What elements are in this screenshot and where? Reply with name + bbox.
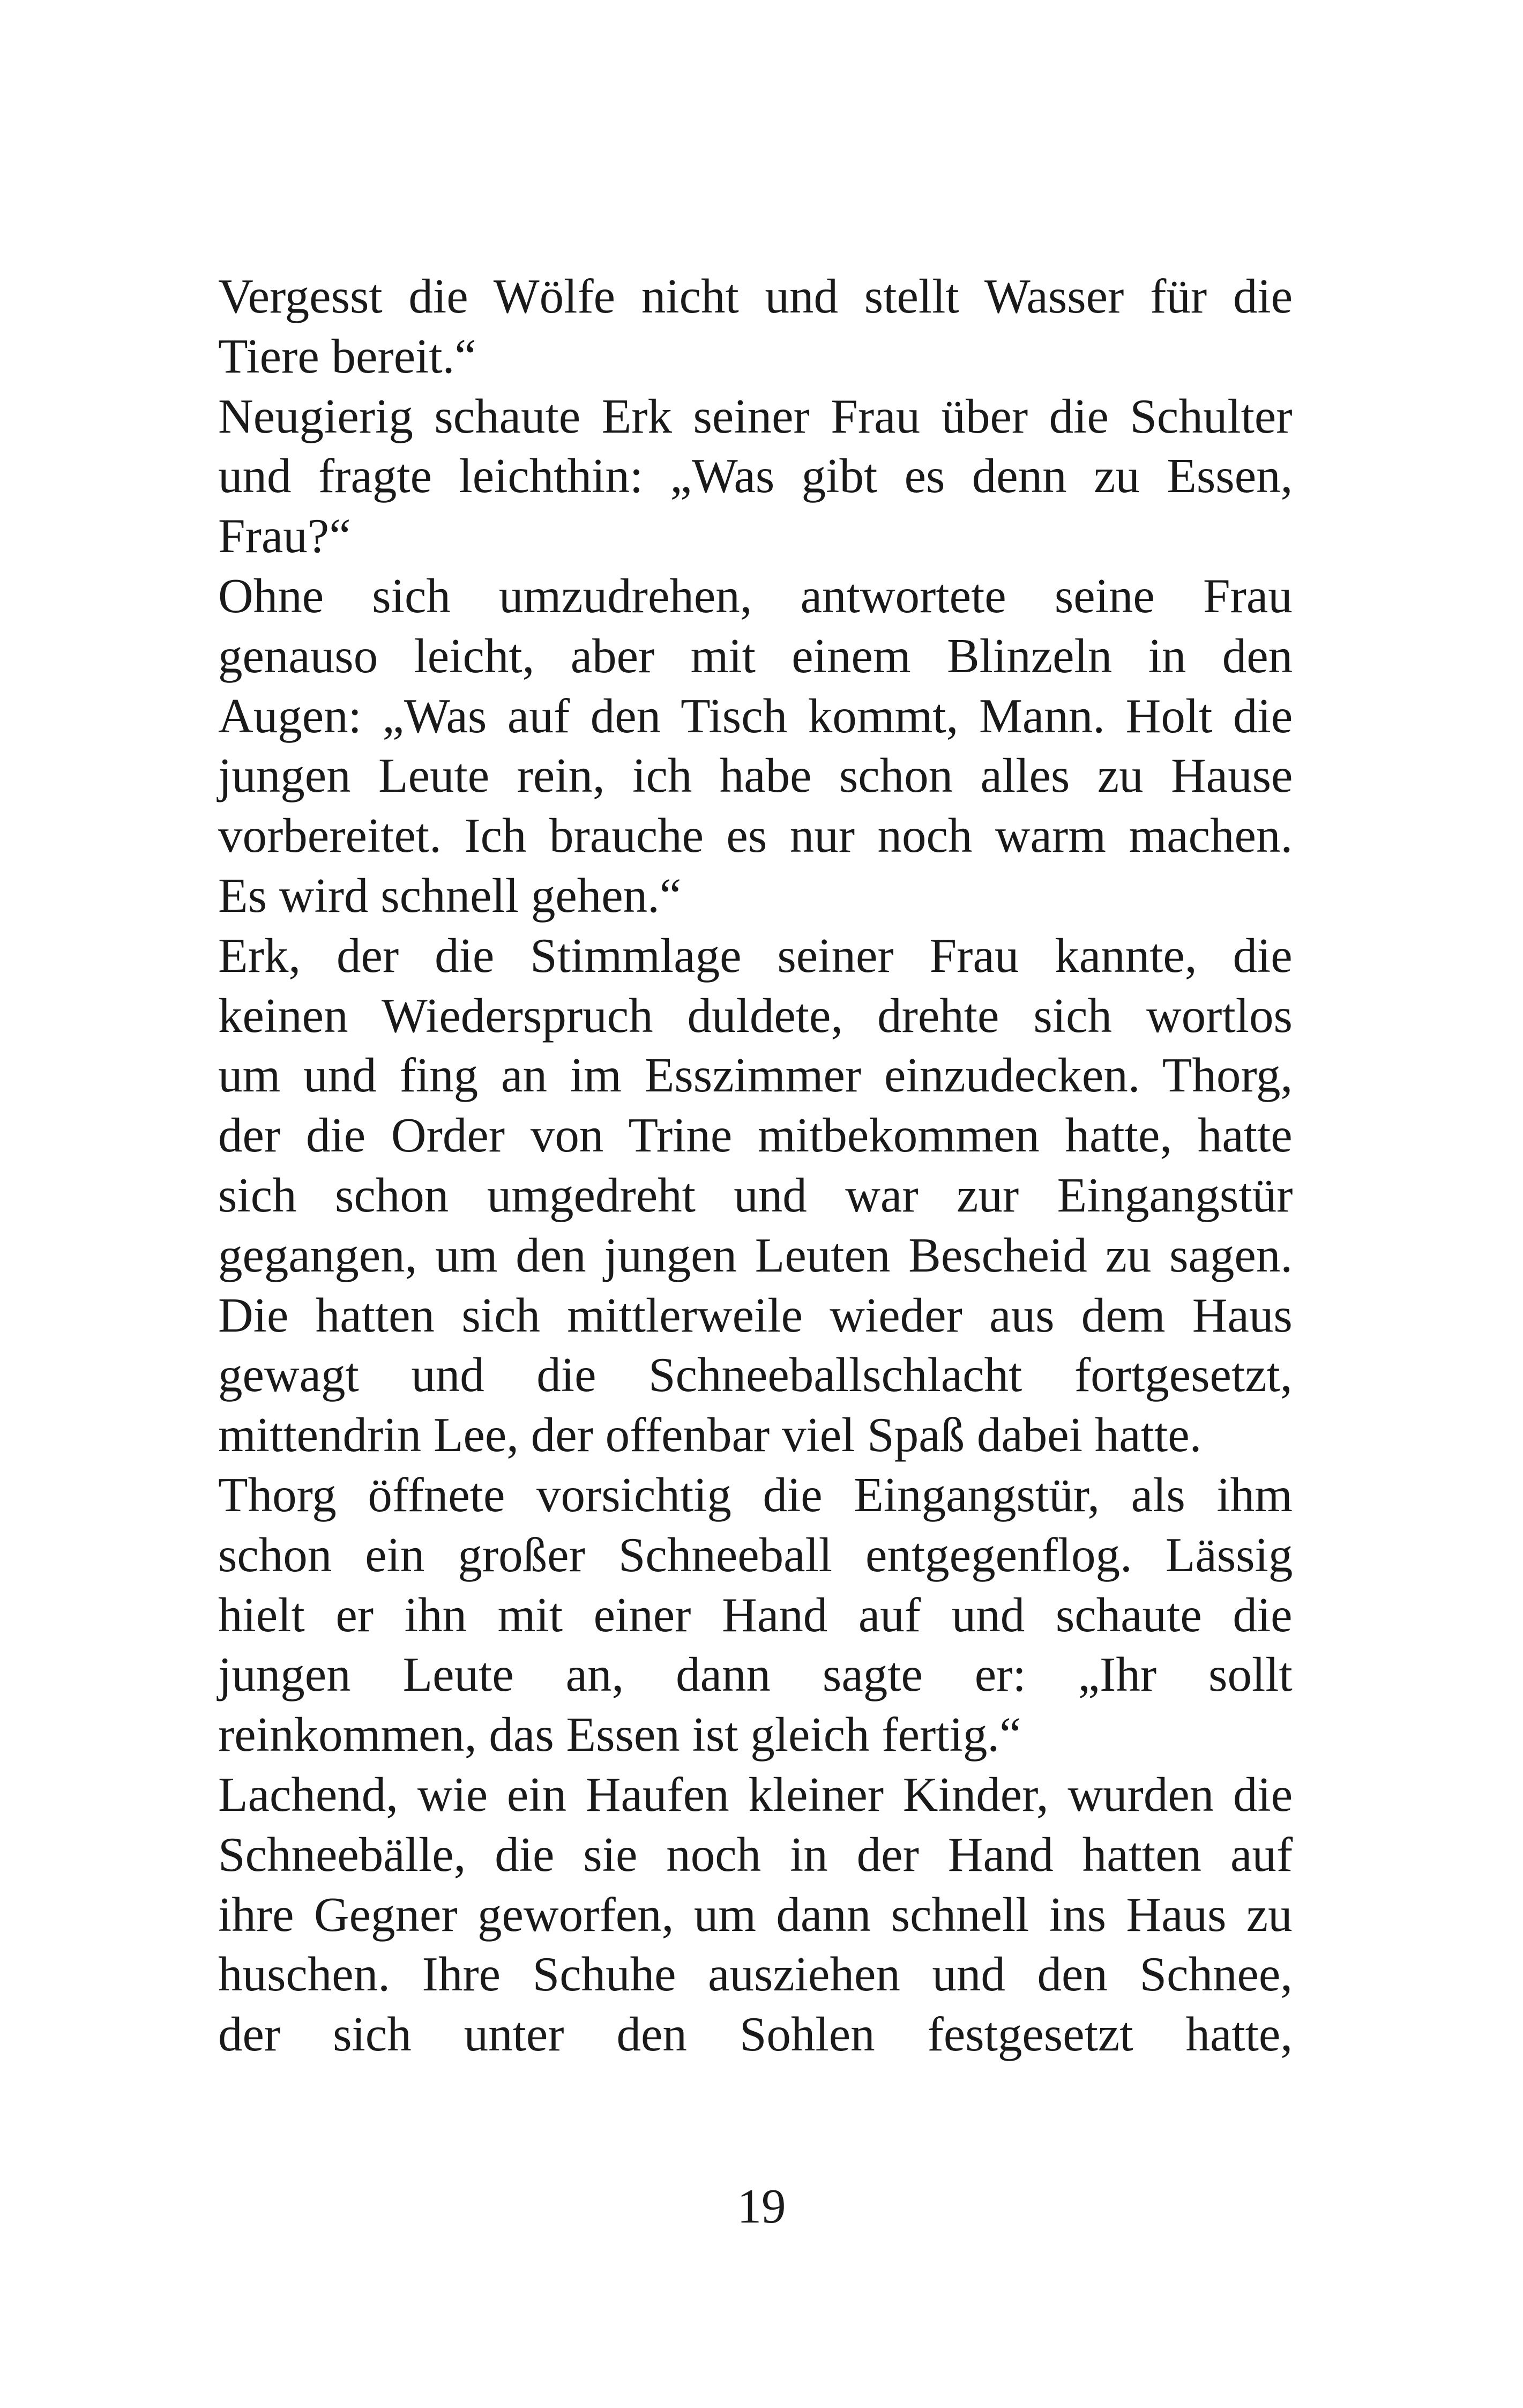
text-line: Die hatten sich mittlerweile wieder aus dem Haus [218,1288,1293,1342]
text-line: Lachend, wie ein Haufen kleiner Kinder, wurden die [218,1767,1293,1822]
text-line: der die Order von Trine mitbekommen hatte, hatte [218,1108,1293,1163]
text-line: Tiere bereit.“ [218,329,476,383]
text-line: und fragte leichthin: „Was gibt es denn zu Essen, [218,449,1293,503]
text-line: hielt er ihn mit einer Hand auf und schaute die [218,1587,1293,1642]
text-line: Frau?“ [218,509,351,563]
text-line: reinkommen, das Essen ist gleich fertig.“ [218,1707,1021,1762]
text-line: keinen Wiederspruch duldete, drehte sich wortlos [218,988,1293,1043]
body-text [218,266,1293,2064]
text-line: um und fing an im Esszimmer einzudecken. Thorg, [218,1048,1293,1103]
text-line: sich schon umgedreht und war zur Eingangstür [218,1168,1293,1222]
text-line: Vergesst die Wölfe nicht und stellt Wasser für die [218,269,1293,323]
text-line: mittendrin Lee, der offenbar viel Spaß dabei hatte. [218,1408,1202,1462]
text-line: jungen Leute an, dann sagte er: „Ihr sollt [218,1647,1293,1702]
text-line: Erk, der die Stimmlage seiner Frau kannte, die [218,928,1293,983]
text-line: der sich unter den Sohlen festgesetzt hatte, [218,2007,1293,2062]
text-line: huschen. Ihre Schuhe ausziehen und den Schnee, [218,1947,1293,2002]
text-line: Schneebälle, die sie noch in der Hand hatten auf [218,1827,1293,1882]
text-line: Ohne sich umzudrehen, antwortete seine Frau [218,568,1293,623]
text-line: Es wird schnell gehen.“ [218,868,682,923]
text-line: vorbereitet. Ich brauche es nur noch warm machen. [218,808,1293,863]
text-line: jungen Leute rein, ich habe schon alles zu Hause [218,748,1293,803]
page-number: 19 [737,2179,786,2233]
text-line: ihre Gegner geworfen, um dann schnell ins Haus zu [218,1887,1293,1942]
text-line: gegangen, um den jungen Leuten Bescheid zu sagen. [218,1228,1293,1282]
text-line: schon ein großer Schneeball entgegenflog. Lässig [218,1527,1293,1582]
text-line: Neugierig schaute Erk seiner Frau über die Schulter [218,389,1293,443]
text-line: Augen: „Was auf den Tisch kommt, Mann. Holt die [218,688,1293,743]
text-line: gewagt und die Schneeballschlacht fortgesetzt, [218,1348,1293,1402]
text-line: Thorg öffnete vorsichtig die Eingangstür, als ihm [218,1467,1293,1522]
text-line: genauso leicht, aber mit einem Blinzeln in den [218,628,1293,683]
